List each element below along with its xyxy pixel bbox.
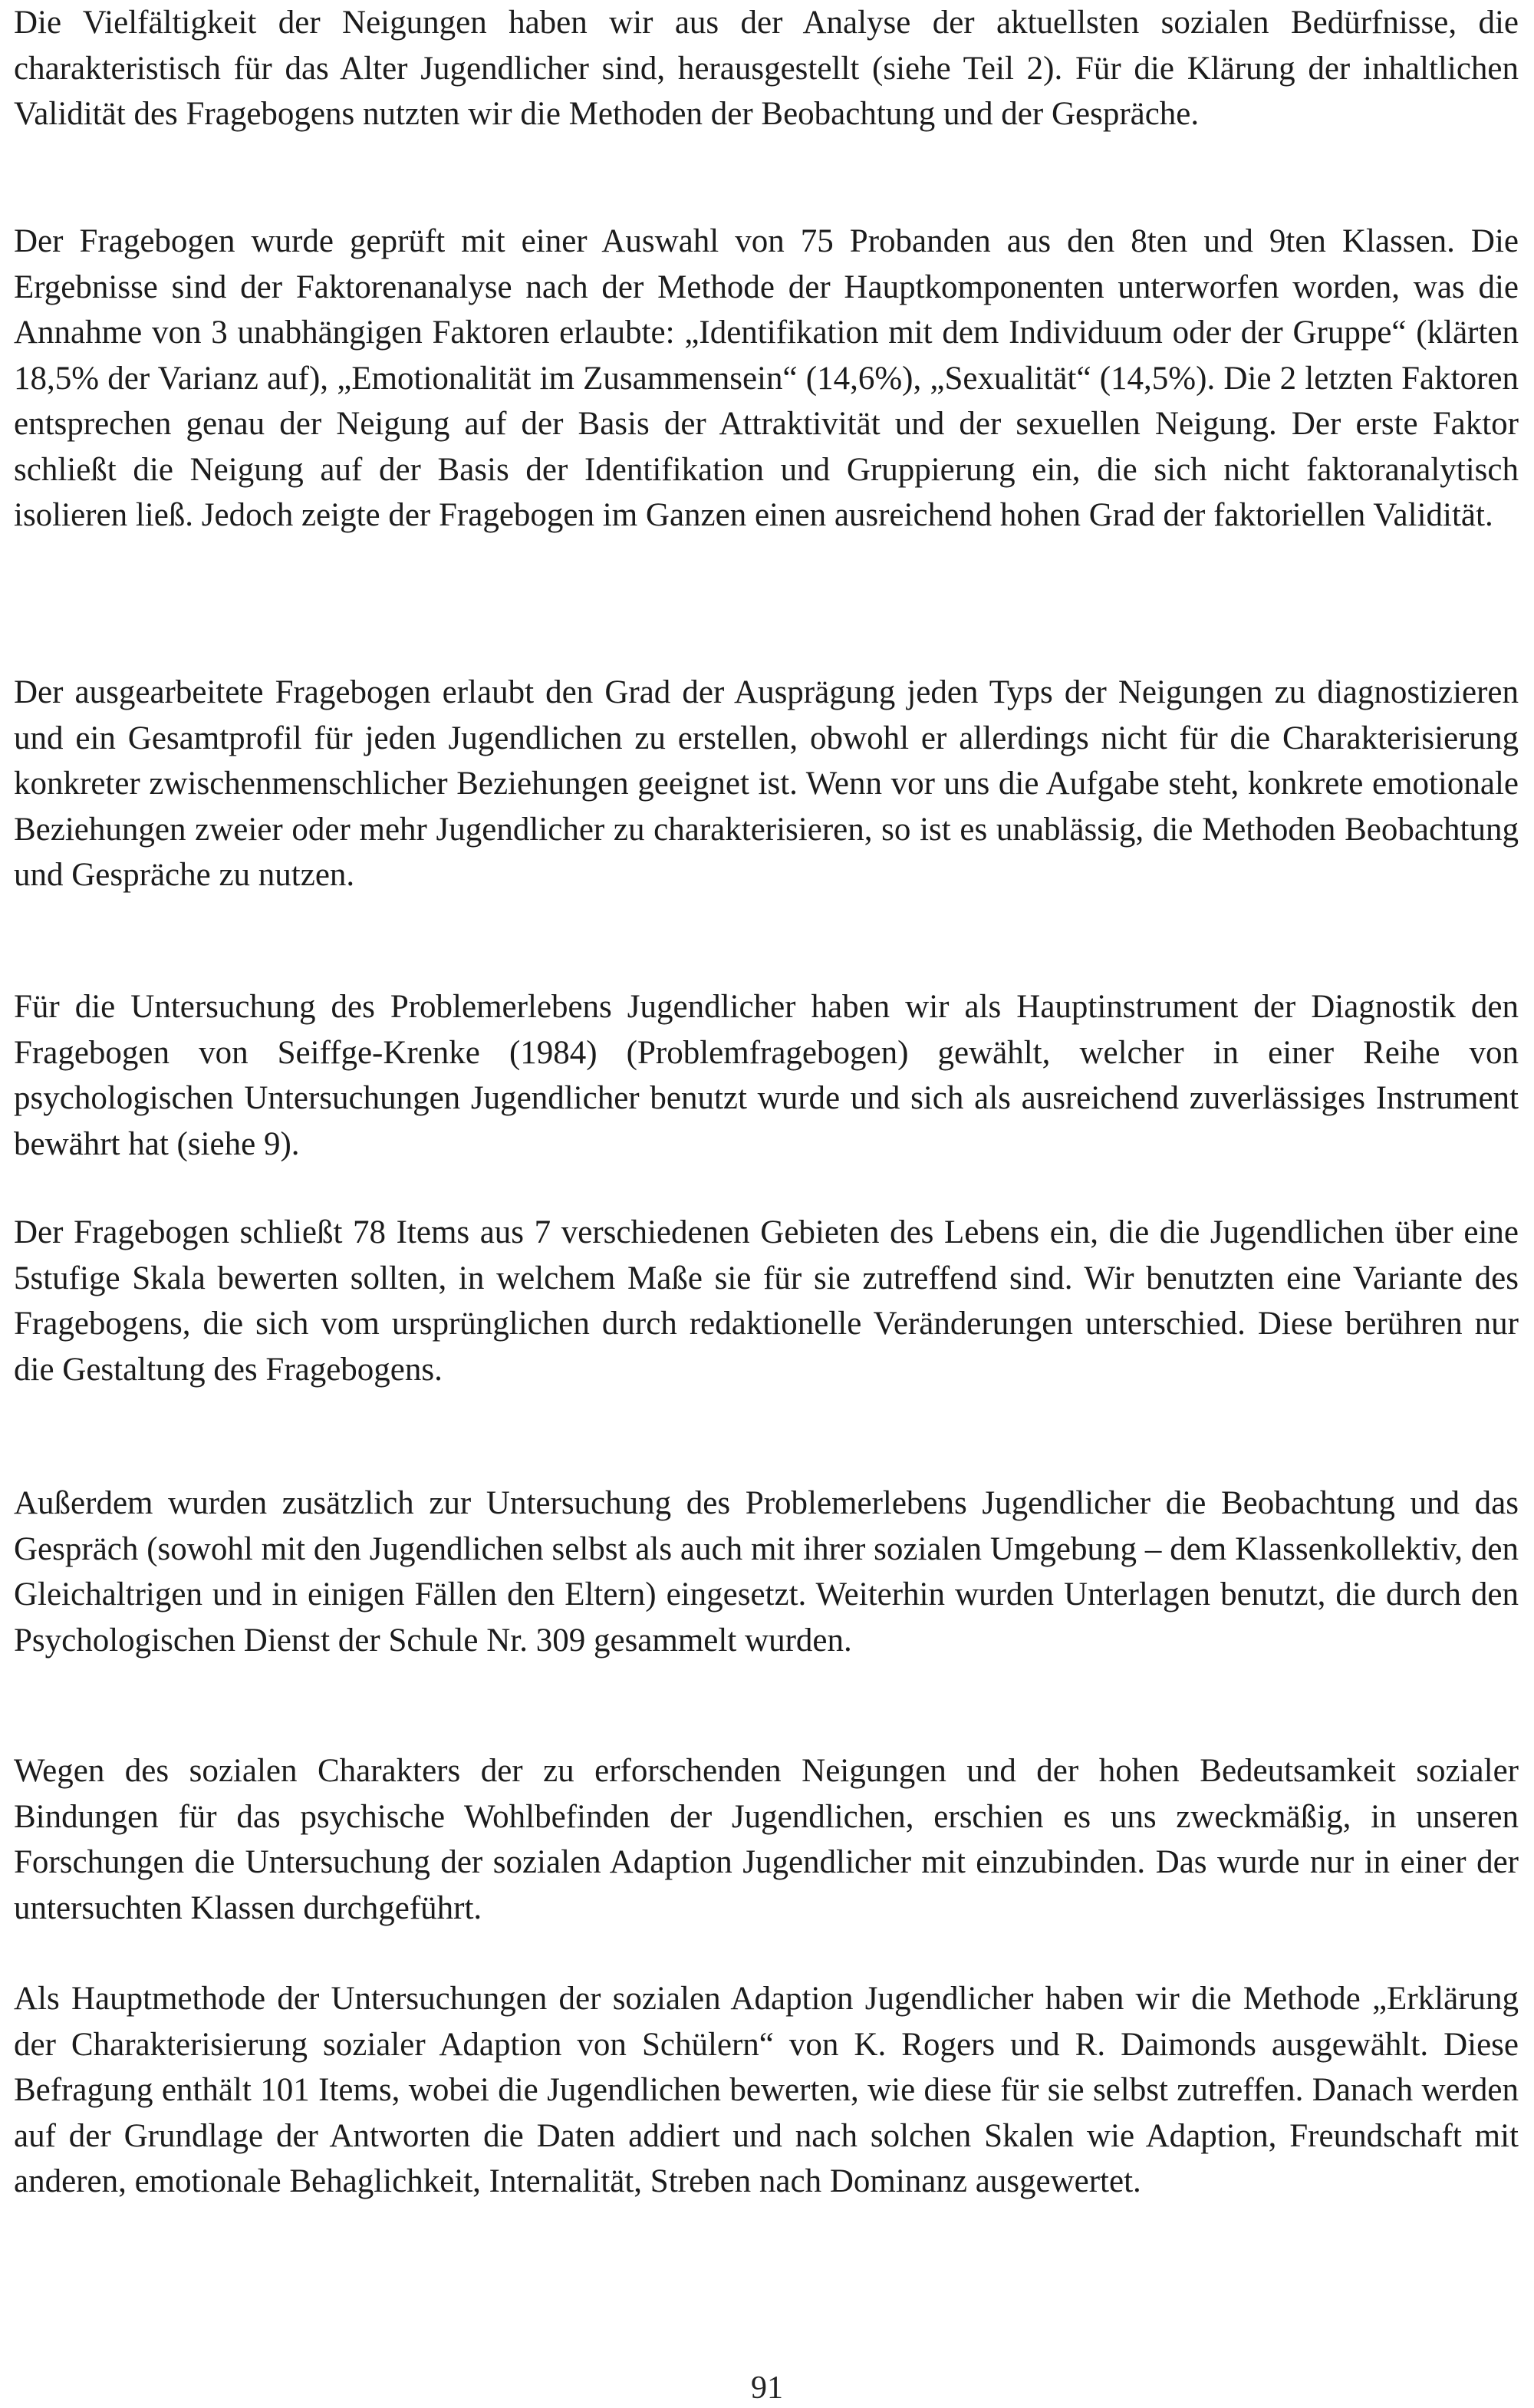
paragraph-5: Der Fragebogen schließt 78 Items aus 7 verschiedenen Gebieten des Lebens ein, die die Jugendlichen über eine 5stufige Skala bewerten sollten, in welchem Maße sie für sie zutreffend sind. Wir benutzten eine Variante des Fragebogens, die sich vom ursprünglichen durch redaktionelle Veränderungen unterschied. Diese berühren nur die Gestaltung des Fragebogens.	[14, 1214, 1519, 1388]
paragraph-7: Wegen des sozialen Charakters der zu erforschenden Neigungen und der hohen Bedeutsamkeit sozialer Bindungen für das psychische Wohlbefinden der Jugendlichen, erschien es uns zweckmäßig, in unseren Forschungen die Untersuchung der sozialen Adaption Jugendlicher mit einzubinden. Das wurde nur in einer der untersuchten Klassen durchgeführt.	[14, 1753, 1519, 1926]
paragraph-3: Der ausgearbeitete Fragebogen erlaubt den Grad der Ausprägung jeden Typs der Neigungen zu diagnostizieren und ein Gesamtprofil für jeden Jugendlichen zu erstellen, obwohl er allerdings nicht für die Charakterisierung konkreter zwischenmenschlicher Beziehungen geeignet ist. Wenn vor uns die Aufgabe steht, konkrete emotionale Beziehungen zweier oder mehr Jugendlicher zu charakterisieren, so ist es unablässig, die Methoden Beobachtung und Gespräche zu nutzen.	[14, 674, 1519, 893]
paragraph-4: Für die Untersuchung des Problemerlebens Jugendlicher haben wir als Hauptinstrument der Diagnostik den Fragebogen von Seiffge-Krenke (1984) (Problemfragebogen) gewählt, welcher in einer Reihe von psychologischen Untersuchungen Jugendlicher benutzt wurde und sich als ausreichend zuverlässiges Instrument bewährt hat (siehe 9).	[14, 989, 1519, 1162]
paragraph-1: Die Vielfältigkeit der Neigungen haben wir aus der Analyse der aktuellsten sozialen Bedürfnisse, die charakteristisch für das Alter Jugendlicher sind, herausgestellt (siehe Teil 2). Für die Klärung der inhaltlichen Validität des Fragebogens nutzten wir die Methoden der Beobachtung und der Gespräche.	[14, 5, 1519, 132]
paragraph-6: Außerdem wurden zusätzlich zur Untersuchung des Problemerlebens Jugendlicher die Beobachtung und das Gespräch (sowohl mit den Jugendlichen selbst als auch mit ihrer sozialen Umgebung – dem Klassenkollektiv, den Gleichaltrigen und in einigen Fällen den Eltern) eingesetzt. Weiterhin wurden Unterlagen benutzt, die durch den Psychologischen Dienst der Schule Nr. 309 gesammelt wurden.	[14, 1485, 1519, 1659]
paragraph-8: Als Hauptmethode der Untersuchungen der sozialen Adaption Jugendlicher haben wir die Methode „Erklärung der Charakterisierung sozialer Adaption von Schülern“ von K. Rogers und R. Daimonds ausgewählt. Diese Befragung enthält 101 Items, wobei die Jugendlichen bewerten, wie diese für sie selbst zutreffen. Danach werden auf der Grundlage der Antworten die Daten addiert und nach solchen Skalen wie Adaption, Freundschaft mit anderen, emotionale Behaglichkeit, Internalität, Streben nach Dominanz ausgewertet.	[14, 1981, 1519, 2199]
page-number: 91	[751, 2370, 783, 2406]
paragraph-2: Der Fragebogen wurde geprüft mit einer Auswahl von 75 Probanden aus den 8ten und 9ten Klassen. Die Ergebnisse sind der Faktorenanalyse nach der Methode der Hauptkomponenten unterworfen worden, was die Annahme von 3 unabhängigen Faktoren erlaubte: „Identifikation mit dem Individuum oder der Gruppe“ (klärten 18,5% der Varianz auf), „Emotionalität im Zusammensein“ (14,6%), „Sexualität“ (14,5%). Die 2 letzten Faktoren entsprechen genau der Neigung auf der Basis der Attraktivität und der sexuellen Neigung. Der erste Faktor schließt die Neigung auf der Basis der Identifikation und Gruppierung ein, die sich nicht faktoranalytisch isolieren ließ. Jedoch zeigte der Fragebogen im Ganzen einen ausreichend hohen Grad der faktoriellen Validität.	[14, 223, 1519, 533]
document-page	[14, 0, 1519, 2408]
